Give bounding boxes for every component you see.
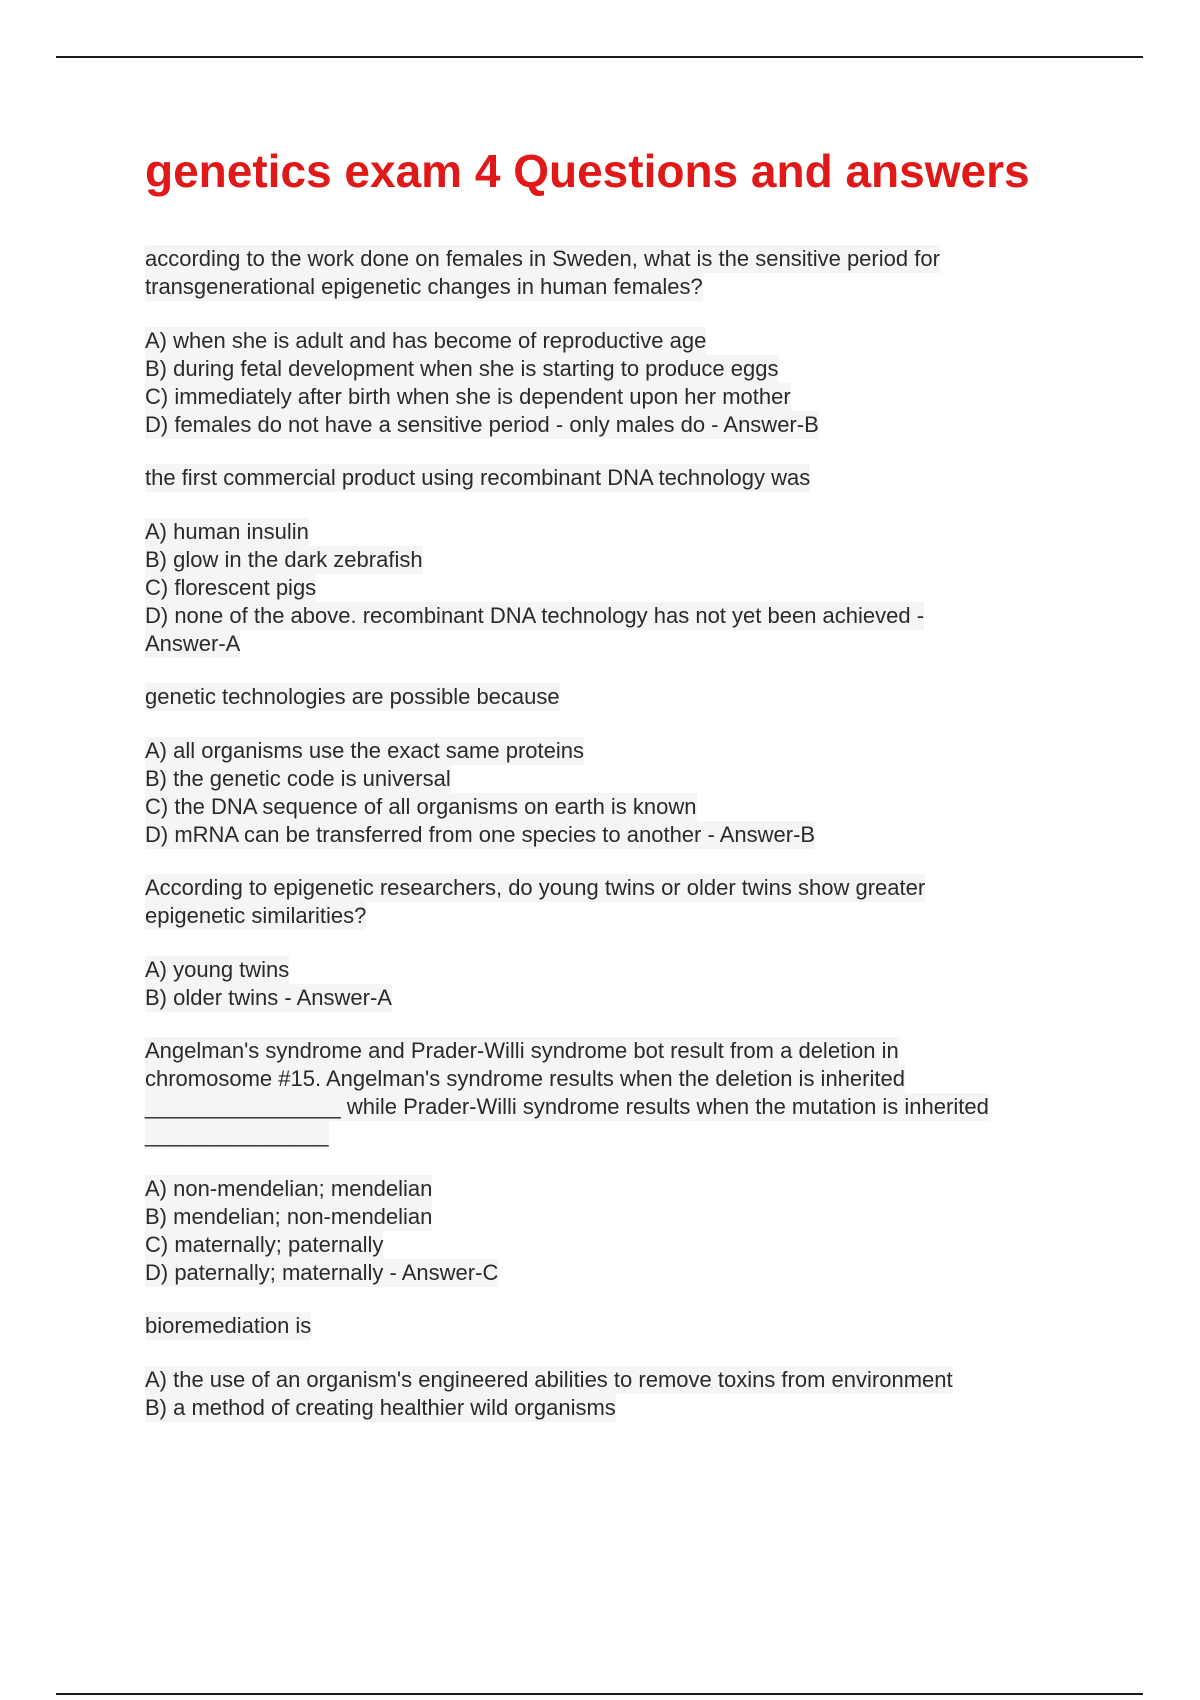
answer-choices [145, 518, 1075, 658]
qa-item [145, 245, 1075, 439]
qa-item [145, 874, 1075, 1012]
answer-choice: B) a method of creating healthier wild organisms [145, 1395, 616, 1420]
question-text [145, 1037, 1075, 1149]
question-line: Angelman's syndrome and Prader-Willi syndrome bot result from a deletion in [145, 1038, 899, 1063]
document-title: genetics exam 4 Questions and answers [145, 145, 1030, 197]
answer-choice: A) human insulin [145, 519, 309, 544]
qa-item [145, 1312, 1075, 1422]
answer-choice: D) females do not have a sensitive period - only males do - Answer-B [145, 412, 819, 437]
footer-rule [56, 1693, 1143, 1695]
qa-item [145, 1037, 1075, 1287]
answer-choice: C) the DNA sequence of all organisms on earth is known [145, 794, 697, 819]
answer-choices [145, 737, 1075, 849]
question-line: genetic technologies are possible because [145, 684, 560, 709]
answer-choice: B) during fetal development when she is starting to produce eggs [145, 356, 779, 381]
qa-list [145, 245, 1075, 1447]
question-line: According to epigenetic researchers, do young twins or older twins show greater [145, 875, 926, 900]
answer-choice: A) the use of an organism's engineered abilities to remove toxins from environment [145, 1367, 953, 1392]
answer-choices [145, 956, 1075, 1012]
header-rule [56, 56, 1143, 58]
question-line: ________________ while Prader-Willi syndrome results when the mutation is inherited [145, 1094, 989, 1119]
question-line: epigenetic similarities? [145, 903, 367, 928]
answer-choice: A) non-mendelian; mendelian [145, 1176, 433, 1201]
question-line: _______________ [145, 1122, 329, 1147]
answer-choice: B) the genetic code is universal [145, 766, 451, 791]
answer-choices [145, 1175, 1075, 1287]
question-line: transgenerational epigenetic changes in human females? [145, 274, 703, 299]
answer-choice: C) florescent pigs [145, 575, 317, 600]
answer-choices [145, 327, 1075, 439]
question-text [145, 1312, 1075, 1340]
question-line: according to the work done on females in Sweden, what is the sensitive period for [145, 246, 940, 271]
qa-item [145, 683, 1075, 849]
question-line: bioremediation is [145, 1313, 312, 1338]
answer-choice: Answer-A [145, 631, 241, 656]
answer-choice: D) none of the above. recombinant DNA technology has not yet been achieved - [145, 603, 925, 628]
answer-choice: A) when she is adult and has become of reproductive age [145, 328, 707, 353]
answer-choice: A) all organisms use the exact same proteins [145, 738, 584, 763]
answer-choice: D) paternally; maternally - Answer-C [145, 1260, 499, 1285]
question-text [145, 683, 1075, 711]
question-text [145, 874, 1075, 930]
answer-choices [145, 1366, 1075, 1422]
answer-choice: B) glow in the dark zebrafish [145, 547, 423, 572]
question-line: the first commercial product using recombinant DNA technology was [145, 465, 811, 490]
question-text [145, 464, 1075, 492]
question-line: chromosome #15. Angelman's syndrome results when the deletion is inherited [145, 1066, 905, 1091]
answer-choice: C) maternally; paternally [145, 1232, 384, 1257]
question-text [145, 245, 1075, 301]
answer-choice: B) older twins - Answer-A [145, 985, 392, 1010]
answer-choice: D) mRNA can be transferred from one species to another - Answer-B [145, 822, 816, 847]
answer-choice: C) immediately after birth when she is dependent upon her mother [145, 384, 791, 409]
answer-choice: B) mendelian; non-mendelian [145, 1204, 433, 1229]
answer-choice: A) young twins [145, 957, 290, 982]
qa-item [145, 464, 1075, 658]
